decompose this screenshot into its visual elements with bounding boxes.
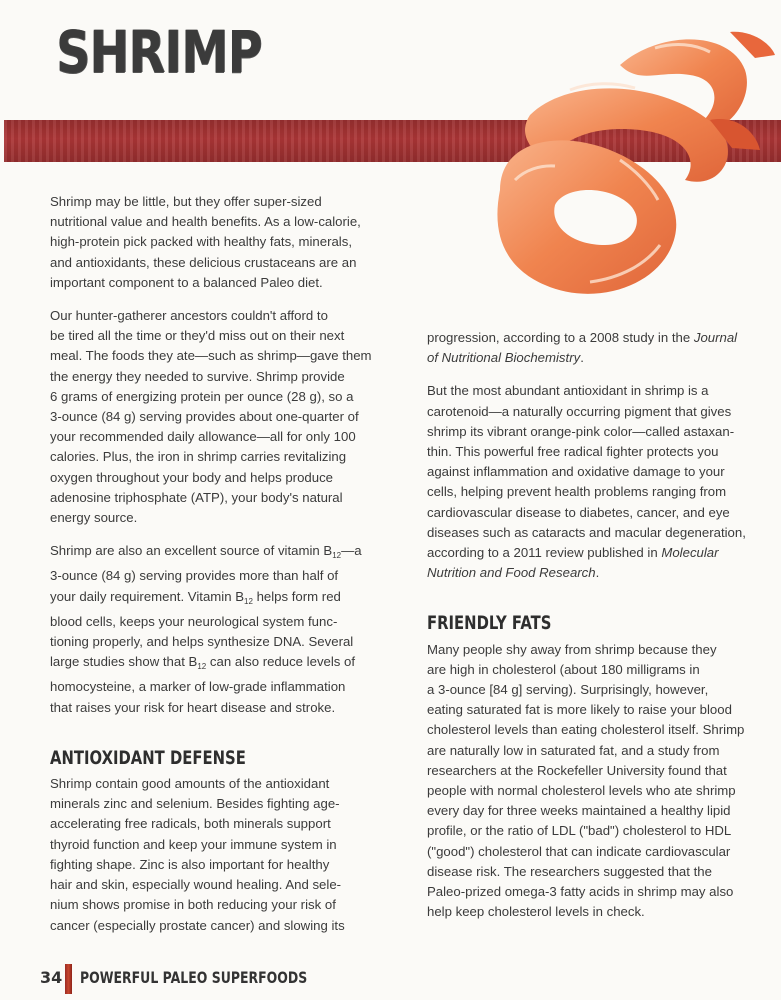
text-line: help keep cholesterol levels in check. bbox=[427, 904, 645, 920]
journal-title: Journal bbox=[693, 330, 738, 345]
text-line: are naturally low in saturated fat, and a study from bbox=[427, 742, 720, 758]
text-line: calories. Plus, the iron in shrimp carries revitalizing bbox=[50, 449, 347, 465]
text-line bbox=[427, 563, 779, 583]
text-line: thyroid function and keep your immune system in bbox=[50, 836, 337, 852]
text-fragment: —a bbox=[341, 543, 362, 559]
text-line: Paleo-prized omega-3 fatty acids in shrimp may also bbox=[427, 884, 734, 900]
text-fragment: can also reduce levels of bbox=[206, 654, 356, 670]
text-fragment: progression, according to a 2008 study in the bbox=[427, 330, 694, 345]
text-line: nium shows promise in both reducing your risk of bbox=[50, 897, 336, 913]
text-fragment: helps form red bbox=[252, 588, 341, 604]
shrimp-image bbox=[470, 20, 781, 320]
book-title: POWERFUL PALEO SUPERFOODS bbox=[80, 968, 308, 987]
footer-accent-bar bbox=[65, 964, 72, 994]
text-line: hair and skin, especially wound healing. And sele- bbox=[50, 877, 342, 893]
text-line: But the most abundant antioxidant in shrimp is a bbox=[427, 383, 709, 399]
page-title: SHRIMP bbox=[56, 18, 262, 86]
heading-friendly-fats: FRIENDLY FATS bbox=[427, 612, 552, 635]
text-line: homocysteine, a marker of low-grade inflammation bbox=[50, 679, 346, 695]
text-line bbox=[50, 652, 410, 677]
text-line: eating saturated fat is more likely to raise your blood bbox=[427, 702, 732, 718]
text-line: important component to a balanced Paleo diet. bbox=[50, 274, 323, 290]
text-line bbox=[427, 543, 779, 563]
text-fragment: . bbox=[580, 350, 584, 366]
text-line: disease risk. The researchers suggested that the bbox=[427, 863, 712, 879]
intro-paragraph bbox=[50, 192, 410, 293]
text-line: high-protein pick packed with healthy fats, minerals, bbox=[50, 234, 352, 250]
journal-title: of Nutritional Biochemistry bbox=[427, 350, 581, 366]
right-column bbox=[427, 328, 779, 935]
left-column bbox=[50, 192, 410, 949]
text-line: and antioxidants, these delicious crustaceans are an bbox=[50, 254, 357, 270]
text-line: profile, or the ratio of LDL ("bad") cholesterol to HDL bbox=[427, 823, 732, 839]
text-fragment: large studies show that B bbox=[50, 654, 198, 670]
text-line bbox=[427, 348, 779, 368]
journal-title: Molecular bbox=[661, 545, 719, 561]
text-line: 3-ounce (84 g) serving provides about one-quarter of bbox=[50, 409, 359, 425]
subscript: 12 bbox=[244, 596, 253, 606]
progression-paragraph bbox=[427, 328, 779, 368]
text-line: are high in cholesterol (about 180 milligrams in bbox=[427, 661, 700, 677]
text-line: the energy they needed to survive. Shrimp provide bbox=[50, 368, 345, 384]
antioxidant-paragraph bbox=[50, 774, 410, 936]
fats-paragraph bbox=[427, 640, 779, 923]
text-line: oxygen throughout your body and helps produce bbox=[50, 469, 334, 485]
text-line: cholesterol levels than eating cholesterol itself. Shrimp bbox=[427, 722, 745, 738]
energy-paragraph bbox=[50, 306, 410, 528]
text-line: meal. The foods they ate—such as shrimp—gave them bbox=[50, 348, 372, 364]
heading-antioxidant-defense: ANTIOXIDANT DEFENSE bbox=[50, 746, 246, 769]
astaxanthin-paragraph bbox=[427, 381, 779, 583]
text-line: diseases such as cataracts and macular degeneration, bbox=[427, 524, 746, 540]
text-line: 6 grams of energizing protein per ounce (28 g), so a bbox=[50, 388, 354, 404]
text-fragment: your daily requirement. Vitamin B bbox=[50, 588, 244, 604]
subscript: 12 bbox=[197, 662, 207, 672]
text-line: minerals zinc and selenium. Besides fighting age- bbox=[50, 796, 340, 812]
text-line: Our hunter-gatherer ancestors couldn't afford to bbox=[50, 308, 328, 324]
text-line: people with normal cholesterol levels who ate shrimp bbox=[427, 783, 736, 799]
text-fragment: according to a 2011 review published in bbox=[427, 545, 662, 561]
subscript: 12 bbox=[332, 551, 342, 561]
text-line: Many people shy away from shrimp because they bbox=[427, 641, 717, 657]
text-line: adenosine triphosphate (ATP), your body's natural bbox=[50, 489, 343, 505]
text-line: fighting shape. Zinc is also important for healthy bbox=[50, 856, 330, 872]
text-fragment: . bbox=[595, 565, 600, 581]
text-line: blood cells, keeps your neurological system func- bbox=[50, 613, 338, 629]
text-line: against inflammation and oxidative damage to your bbox=[427, 464, 725, 480]
text-line: Shrimp may be little, but they offer super-sized bbox=[50, 194, 322, 209]
text-line: tioning properly, and helps synthesize DNA. Several bbox=[50, 634, 354, 650]
page-number: 34 bbox=[40, 968, 63, 987]
text-line: nutritional value and health benefits. As a low-calorie, bbox=[50, 214, 361, 230]
vitamin-paragraph bbox=[50, 541, 410, 718]
text-line bbox=[427, 328, 779, 348]
text-line bbox=[50, 541, 410, 566]
text-line: a 3-ounce [84 g] serving). Surprisingly, however, bbox=[427, 682, 709, 698]
text-line: be tired all the time or they'd miss out on their next bbox=[50, 328, 345, 344]
text-line: accelerating free radicals, both minerals support bbox=[50, 816, 331, 832]
text-line: ("good") cholesterol that can indicate cardiovascular bbox=[427, 843, 731, 859]
text-line: 3-ounce (84 g) serving provides more than half of bbox=[50, 568, 339, 584]
text-line: Shrimp contain good amounts of the antioxidant bbox=[50, 776, 330, 792]
text-fragment: Shrimp are also an excellent source of vitamin B bbox=[50, 543, 333, 559]
text-line: your recommended daily allowance—all for only 100 bbox=[50, 429, 356, 445]
text-line: energy source. bbox=[50, 510, 138, 526]
text-line bbox=[50, 587, 410, 612]
text-line: researchers at the Rockefeller University found that bbox=[427, 762, 727, 778]
text-line: cancer (especially prostate cancer) and slowing its bbox=[50, 917, 345, 933]
text-line: thin. This powerful free radical fighter protects you bbox=[427, 444, 719, 460]
text-line: cardiovascular disease to diabetes, cancer, and eye bbox=[427, 504, 730, 520]
text-line: carotenoid—a naturally occurring pigment that gives bbox=[427, 403, 732, 419]
text-line: shrimp its vibrant orange-pink color—called astaxan- bbox=[427, 423, 735, 439]
text-line: cells, helping prevent health problems ranging from bbox=[427, 484, 727, 500]
text-line: every day for three weeks maintained a healthy lipid bbox=[427, 803, 731, 819]
text-line: that raises your risk for heart disease and stroke. bbox=[50, 699, 336, 715]
journal-title: Nutrition and Food Research bbox=[427, 565, 596, 581]
